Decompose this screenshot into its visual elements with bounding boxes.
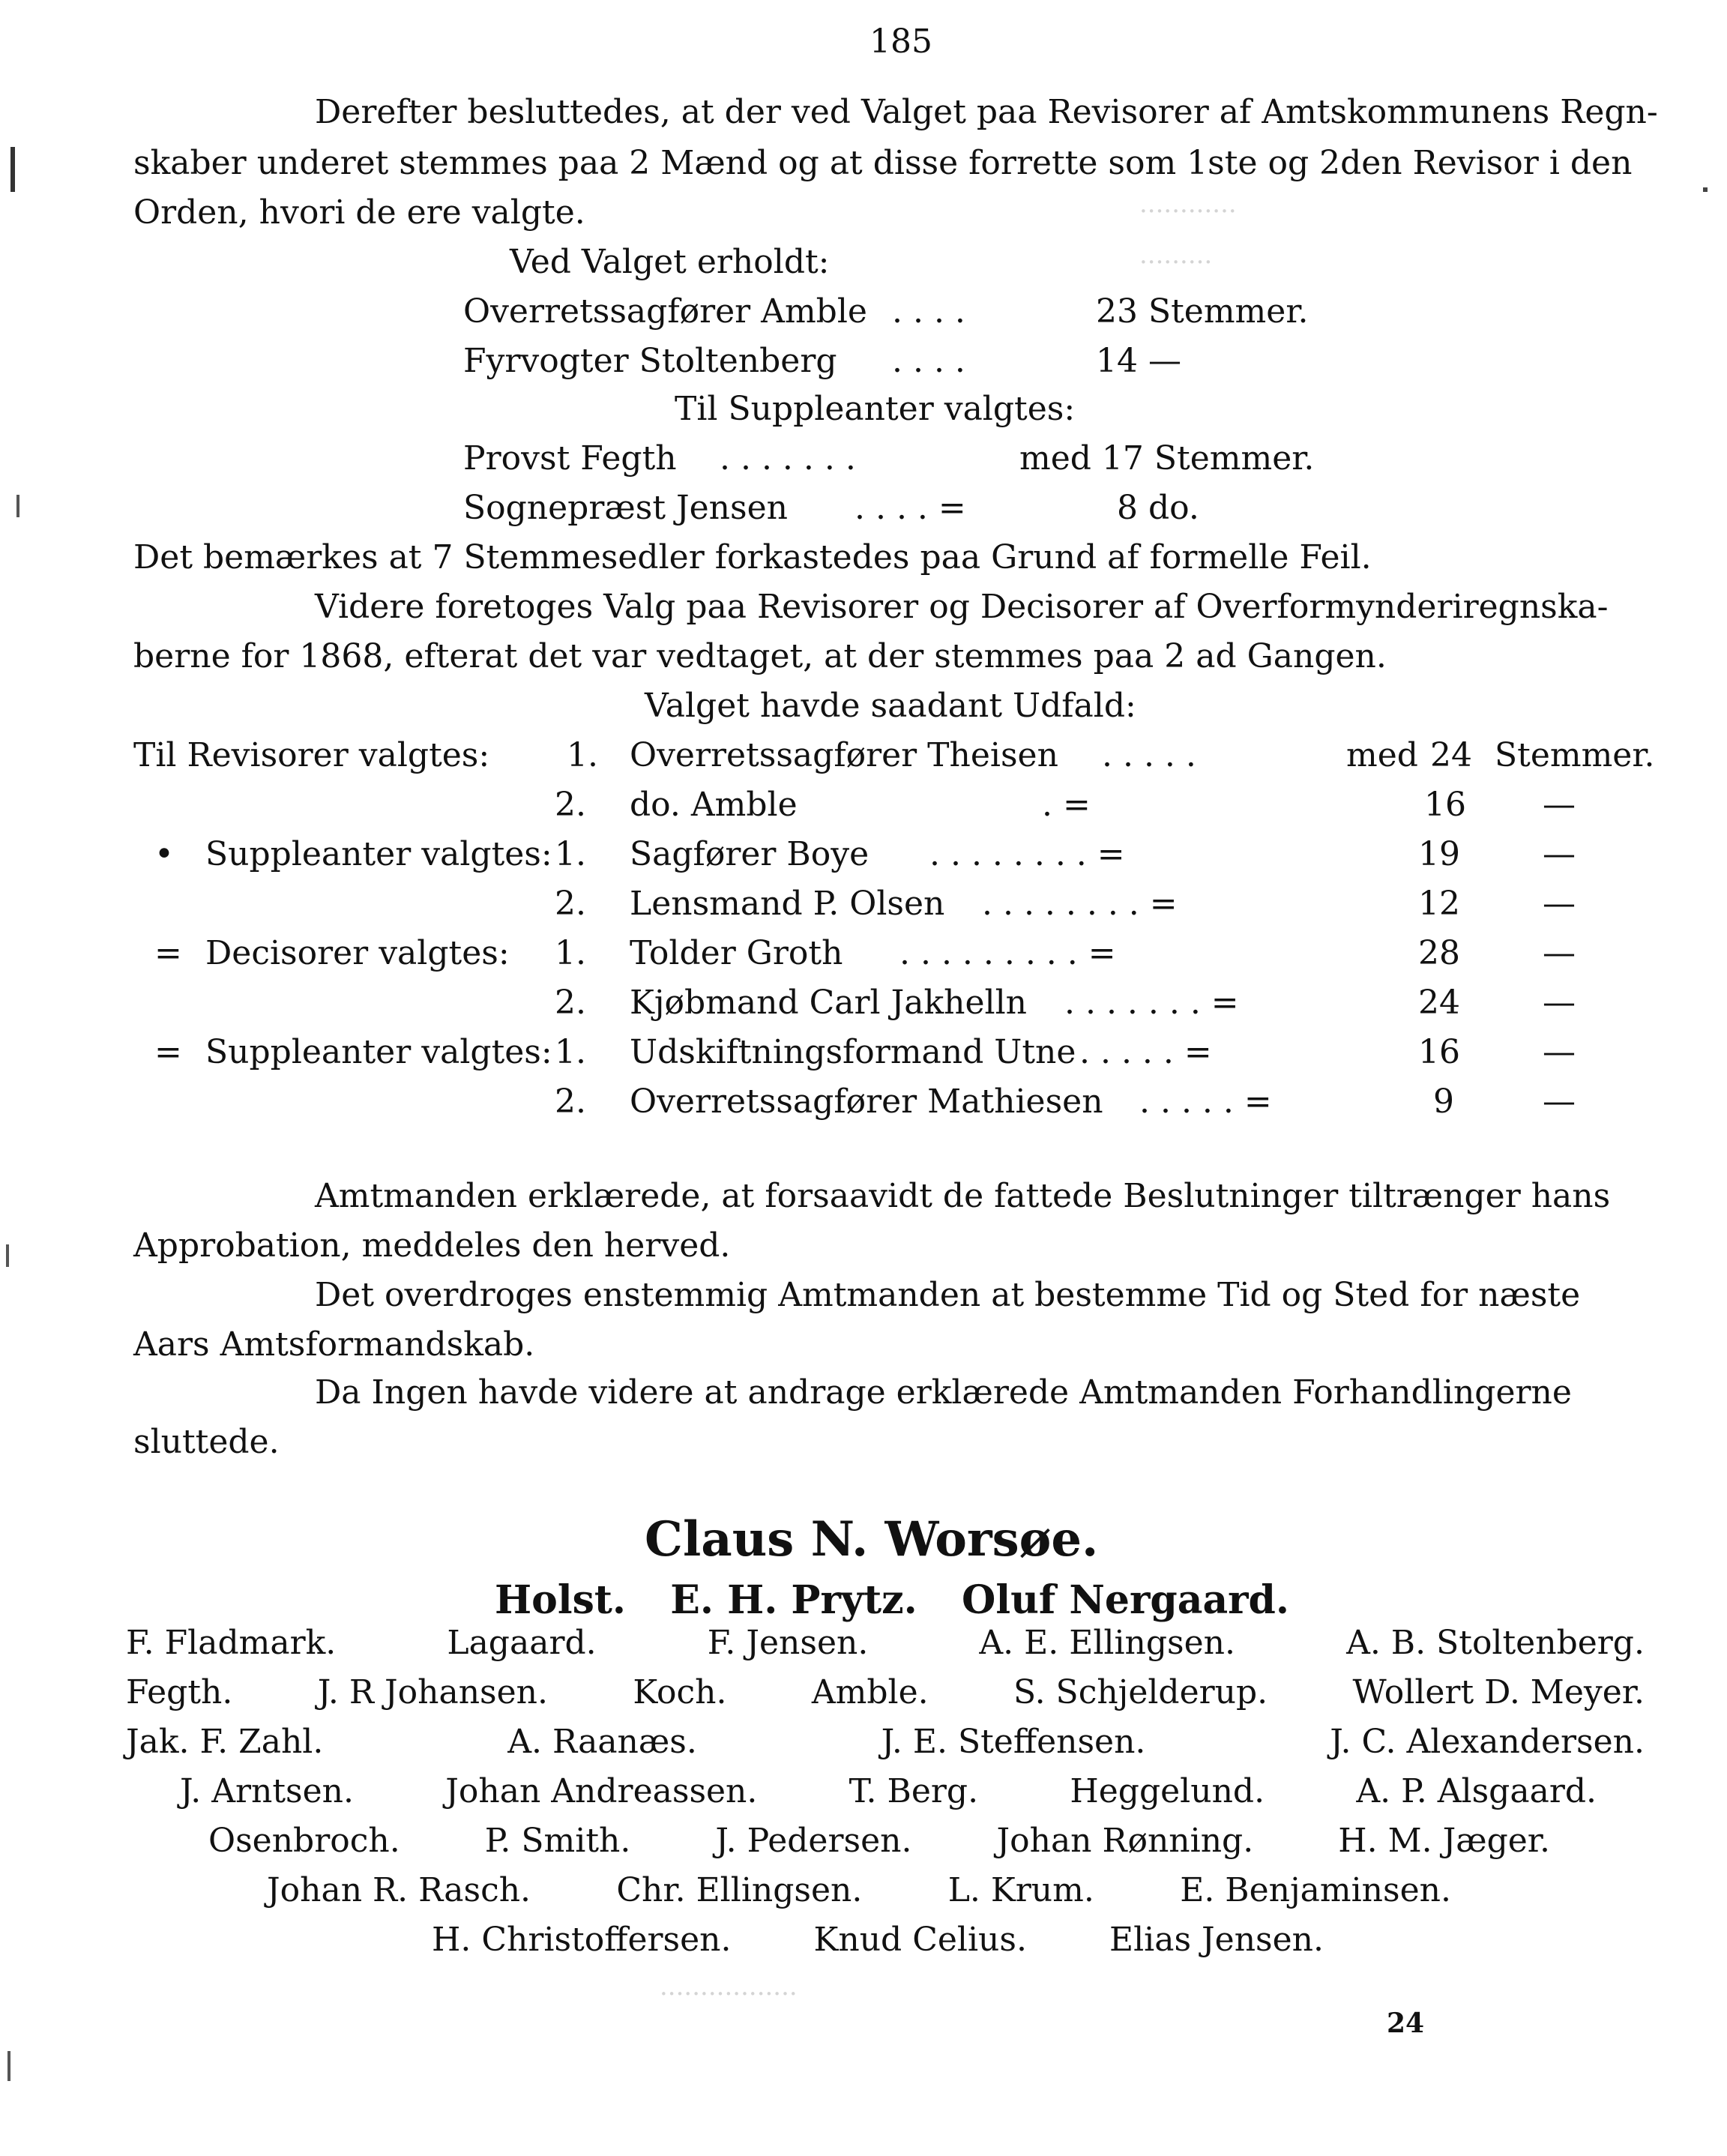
vote-unit: —: [1543, 984, 1576, 1022]
candidate-name: Kjøbmand Carl Jakhelln: [630, 984, 1027, 1022]
suppleant-count: med 17 Stemmer.: [1019, 439, 1315, 478]
result-dots: . . . .: [892, 342, 965, 380]
result-dots: . . . .: [892, 292, 965, 331]
printer-signature-mark: 24: [1387, 2008, 1425, 2039]
election-category: Til Revisorer valgtes:: [133, 736, 490, 774]
vote-unit: —: [1543, 1033, 1576, 1071]
candidate-dots: . . . . . . . . =: [929, 835, 1125, 873]
row-marker: =: [154, 1033, 182, 1071]
result-name: Fyrvogter Stoltenberg: [463, 342, 837, 380]
bleed-through-text: ·········: [1139, 247, 1213, 277]
signature: J. E. Steffensen.: [881, 1723, 1146, 1761]
paragraph-line: skaber underet stemmes paa 2 Mænd og at disse forrette som 1ste og 2den Revisor i den: [133, 144, 1633, 182]
election-rank: 2.: [555, 984, 586, 1022]
signature: Jak. F. Zahl.: [126, 1723, 324, 1761]
signature: Osenbroch.: [208, 1822, 400, 1860]
signature: H. M. Jæger.: [1338, 1822, 1550, 1860]
paragraph-line: Orden, hvori de ere valgte.: [133, 193, 585, 232]
signature: A. Raanæs.: [507, 1723, 697, 1761]
signature: Amble.: [811, 1673, 929, 1711]
election-rank: 2.: [555, 1082, 586, 1121]
election-category: Decisorer valgtes:: [205, 934, 510, 972]
election-rank: 1.: [567, 736, 598, 774]
vote-count: 16: [1424, 786, 1466, 824]
signature: Lagaard.: [447, 1624, 597, 1662]
signature: Holst.: [495, 1577, 626, 1623]
candidate-name: do. Amble: [630, 786, 798, 824]
signature: T. Berg.: [849, 1772, 979, 1810]
candidate-name: Overretssagfører Mathiesen: [630, 1082, 1103, 1121]
signature: Fegth.: [126, 1673, 233, 1711]
signature-row: [126, 1723, 1645, 1761]
signature: Johan Rønning.: [996, 1822, 1254, 1860]
signature: Koch.: [633, 1673, 727, 1711]
signature: F. Jensen.: [707, 1624, 869, 1662]
paragraph-line: Amtmanden erklærede, at forsaavidt de fattede Beslutninger tiltrænger hans: [315, 1177, 1611, 1215]
candidate-name: Udskiftningsformand Utne: [630, 1033, 1076, 1071]
election-category: Suppleanter valgtes:: [205, 1033, 552, 1071]
signature: H. Christoffersen.: [432, 1921, 732, 1959]
signature: E. H. Prytz.: [670, 1577, 917, 1623]
signature-row: [267, 1871, 1451, 1909]
signature: Johan R. Rasch.: [267, 1871, 531, 1909]
signature: Elias Jensen.: [1109, 1921, 1324, 1959]
signature: E. Benjaminsen.: [1180, 1871, 1451, 1909]
election-heading: Valget havde saadant Udfald:: [645, 687, 1136, 725]
vote-unit: —: [1543, 934, 1576, 972]
suppleant-name: Provst Fegth: [463, 439, 677, 478]
paragraph-line: Aars Amtsformandskab.: [133, 1325, 535, 1364]
signature: Oluf Nergaard.: [962, 1577, 1289, 1623]
election-rank: 2.: [555, 885, 586, 923]
signature: F. Fladmark.: [126, 1624, 337, 1662]
rejected-note: Det bemærkes at 7 Stemmesedler forkastedes paa Grund af formelle Feil.: [133, 538, 1372, 576]
signature: J. Arntsen.: [180, 1772, 354, 1810]
election-rank: 1.: [555, 934, 586, 972]
vote-unit: —: [1543, 835, 1576, 873]
candidate-dots: . . . . .: [1102, 736, 1196, 774]
bleed-through-text: ············: [1139, 196, 1237, 226]
row-marker: •: [154, 835, 174, 873]
candidate-name: Overretssagfører Theisen: [630, 736, 1058, 774]
candidate-name: Lensmand P. Olsen: [630, 885, 945, 923]
signature-row: [208, 1822, 1550, 1860]
result-count: 14 —: [1096, 342, 1181, 380]
signature: Knud Celius.: [813, 1921, 1027, 1959]
signature: Wollert D. Meyer.: [1352, 1673, 1645, 1711]
suppleant-name: Sognepræst Jensen: [463, 489, 788, 527]
signature: Johan Andreassen.: [445, 1772, 758, 1810]
vote-count: 28: [1418, 934, 1460, 972]
signature: J. Pedersen.: [715, 1822, 912, 1860]
paragraph-line: Da Ingen havde videre at andrage erklærede Amtmanden Forhandlingerne: [315, 1373, 1572, 1412]
suppleant-dots: . . . . . . .: [720, 439, 856, 478]
suppleant-dots: . . . . =: [855, 489, 966, 527]
vote-unit: —: [1543, 885, 1576, 923]
vote-unit: Stemmer.: [1495, 736, 1655, 774]
paragraph-line: Derefter besluttedes, at der ved Valget paa Revisorer af Amtskommunens Regn-: [315, 93, 1658, 131]
election-rank: 2.: [555, 786, 586, 824]
signature: J. C. Alexandersen.: [1330, 1723, 1645, 1761]
signature: A. E. Ellingsen.: [979, 1624, 1235, 1662]
paragraph-line: sluttede.: [133, 1423, 280, 1461]
candidate-dots: . . . . . . . =: [1064, 984, 1239, 1022]
edge-mark: [16, 495, 19, 517]
vote-count: 19: [1418, 835, 1460, 873]
election-category: Suppleanter valgtes:: [205, 835, 552, 873]
vote-count: 12: [1418, 885, 1460, 923]
suppleant-count: 8 do.: [1117, 489, 1199, 527]
candidate-dots: . . . . . . . . =: [982, 885, 1178, 923]
candidate-dots: . . . . . =: [1139, 1082, 1272, 1121]
vote-count: 24: [1430, 736, 1472, 774]
result-name: Overretssagfører Amble: [463, 292, 867, 331]
signature: Chr. Ellingsen.: [616, 1871, 863, 1909]
signature: Heggelund.: [1070, 1772, 1265, 1810]
vote-count: 16: [1418, 1033, 1460, 1071]
signature: A. P. Alsgaard.: [1356, 1772, 1597, 1810]
signature-row: [495, 1577, 1289, 1623]
bleed-through-text: ·················: [660, 1979, 798, 2009]
votes-prefix: med: [1346, 736, 1418, 774]
vote-count: 9: [1433, 1082, 1454, 1121]
paragraph-line: Videre foretoges Valg paa Revisorer og Decisorer af Overformynderiregnska-: [315, 588, 1609, 626]
candidate-dots: . =: [1042, 786, 1091, 824]
paragraph-line: berne for 1868, efterat det var vedtaget, at der stemmes paa 2 ad Gangen.: [133, 637, 1387, 675]
vote-unit: —: [1543, 1082, 1576, 1121]
signature: L. Krum.: [947, 1871, 1094, 1909]
candidate-dots: . . . . . =: [1079, 1033, 1212, 1071]
edge-mark: [6, 1244, 9, 1267]
chair-signature: Claus N. Worsøe.: [645, 1511, 1099, 1568]
vote-count: 24: [1418, 984, 1460, 1022]
signature-row: [126, 1624, 1645, 1662]
edge-mark: [7, 2051, 10, 2081]
signature: S. Schjelderup.: [1013, 1673, 1268, 1711]
signature: J. R Johansen.: [317, 1673, 548, 1711]
row-marker: =: [154, 934, 182, 972]
paragraph-line: Det overdroges enstemmig Amtmanden at bestemme Tid og Sted for næste: [315, 1276, 1581, 1314]
candidate-dots: . . . . . . . . . =: [899, 934, 1116, 972]
signature-row: [432, 1921, 1324, 1959]
result-count: 23 Stemmer.: [1096, 292, 1309, 331]
signature-row: [180, 1772, 1597, 1810]
signature: A. B. Stoltenberg.: [1346, 1624, 1645, 1662]
page-number: 185: [869, 22, 932, 61]
election-rank: 1.: [555, 1033, 586, 1071]
edge-mark: [10, 147, 15, 192]
suppleant-heading: Til Suppleanter valgtes:: [675, 390, 1076, 428]
signature-row: [126, 1673, 1645, 1711]
edge-mark: [1703, 187, 1708, 192]
election-heading: Ved Valget erholdt:: [510, 243, 830, 281]
candidate-name: Tolder Groth: [630, 934, 843, 972]
vote-unit: —: [1543, 786, 1576, 824]
paragraph-line: Approbation, meddeles den herved.: [133, 1226, 731, 1265]
signature: P. Smith.: [484, 1822, 631, 1860]
candidate-name: Sagfører Boye: [630, 835, 869, 873]
election-rank: 1.: [555, 835, 586, 873]
